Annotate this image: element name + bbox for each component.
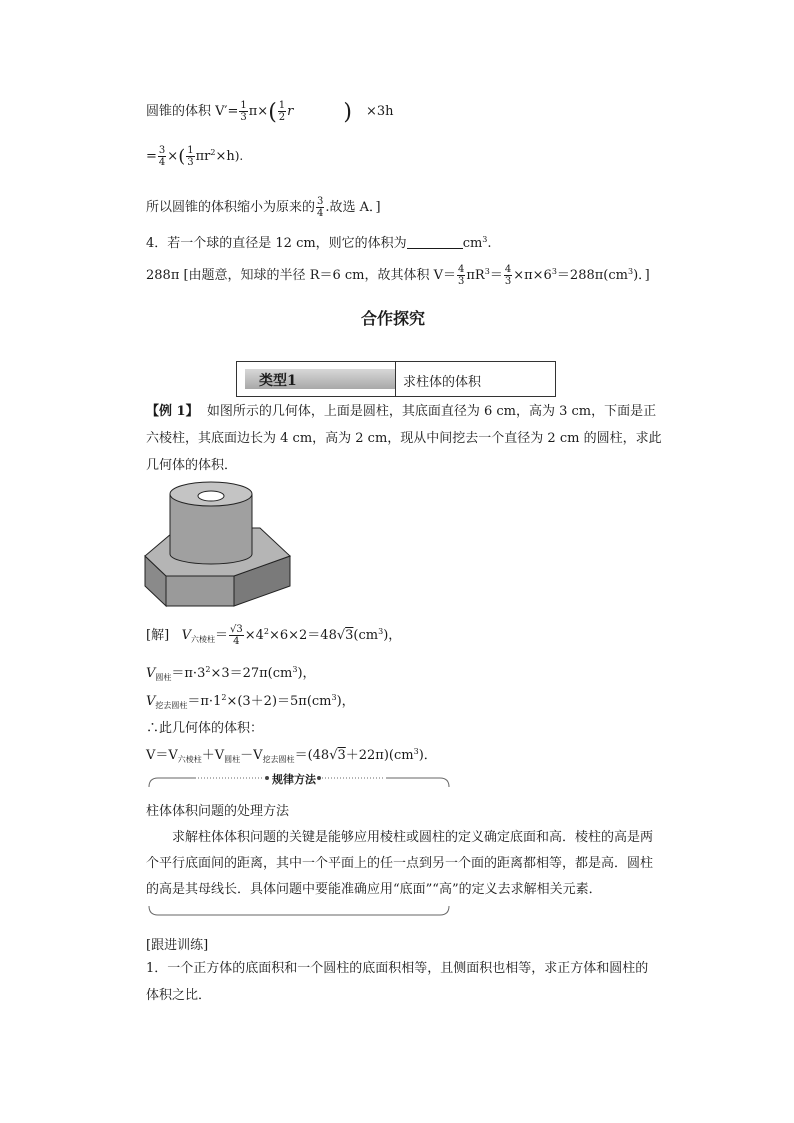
practice-q1: 1．一个正方体的底面积和一个圆柱的底面积相等，且侧面积也相等，求正方体和圆柱的体积之比． — [146, 961, 649, 1003]
example-text: 如图所示的几何体，上面是圆柱，其底面直径为 6 cm，高为 3 cm，下面是正六棱柱，其底面边长为 4 cm，高为 2 cm，现从中间挖去一个直径为 2 cm 的圆柱，求此几何体的体积． — [146, 404, 662, 473]
solution-hole: $V_{挖去圆柱}=\pi\cdot 1^2\times(3+2)=5\pi(cm^3)$， — [146, 693, 355, 710]
question-4: 4．若一个球的直径是 12 cm，则它的体积为 $cm^3$. — [146, 235, 492, 251]
fraction-root3-over-4: $\frac{√3}{4}$ — [229, 624, 243, 647]
formula-cone-volume-2: = $\frac{3}{4}$ ×( $\frac{1}{3}$ $\pi r^2\times h$). — [146, 145, 244, 168]
solution-hexprism: [解] $V_{六棱柱}=$ $\frac{√3}{4}$ $\times 4^2\times 6\times 2=48√3(cm^3)$， — [146, 624, 402, 647]
fraction-one-third: $\frac{1}{3}$ — [240, 100, 247, 123]
solution-therefore: ∴此几何体的体积： — [146, 721, 264, 736]
method-body: 求解柱体体积问题的关键是能够应用棱柱或圆柱的定义确定底面和高．棱柱的高是两个平行底面间的距离，其中一个平面上的任一点到另一个面的距离都相等，都是高．圆柱的高是其母线长．具体问题中要能准确应用“底面”“高”的定义去求解相关元素． — [146, 830, 654, 897]
practice-tag: [跟进训练] — [146, 938, 209, 953]
fraction-three-quarters: $\frac{3}{4}$ — [158, 145, 166, 168]
example-tag: 【例 1】 — [146, 404, 199, 419]
solution-cylinder: $V_{圆柱}=\pi\cdot 3^2\times 3=27\pi(cm^3)$， — [146, 665, 316, 682]
fraction-four-thirds-b: $\frac{4}{3}$ — [504, 264, 512, 287]
method-banner-bottom — [146, 904, 452, 920]
type-badge: 类型1 — [245, 369, 395, 389]
formula-cone-volume: 圆锥的体积 V′= $\frac{1}{3}$ π×( $\frac{1}{2}$ r ) ×3h — [146, 100, 394, 125]
conclusion-line: 所以圆锥的体积缩小为原来的 $\frac{3}{4}$ .故选 A．] — [146, 196, 381, 219]
fraction-half: $\frac{1}{2}$ — [278, 100, 286, 123]
method-title: 柱体体积问题的处理方法 — [146, 804, 290, 819]
fraction-one-third-b: $\frac{1}{3}$ — [187, 145, 194, 168]
type-box — [236, 361, 556, 397]
answer-4: 288π [由题意，知球的半径 R＝6 cm，故其体积 V＝ $\frac{4}{3}$ $\pi R^3=$ $\frac{4}{3}$ $\times\pi\times 6^3=288\pi(cm^3)$．] — [146, 264, 650, 287]
hexprism-cylinder-figure — [140, 476, 300, 611]
example-1 — [146, 398, 666, 479]
fraction-three-quarters-b: $\frac{3}{4}$ — [317, 196, 324, 219]
solution-final: $V=V_{六棱柱}+V_{圆柱}-V_{挖去圆柱}=(48√3+22\pi)(cm^3)$． — [146, 747, 437, 764]
answer-blank — [407, 236, 463, 249]
type-divider — [395, 362, 396, 396]
method-banner: 规律方法 — [272, 773, 316, 786]
type-label: 求柱体的体积 — [403, 375, 482, 390]
section-title: 合作探究 — [361, 309, 426, 328]
fraction-four-thirds: $\frac{4}{3}$ — [458, 264, 465, 287]
